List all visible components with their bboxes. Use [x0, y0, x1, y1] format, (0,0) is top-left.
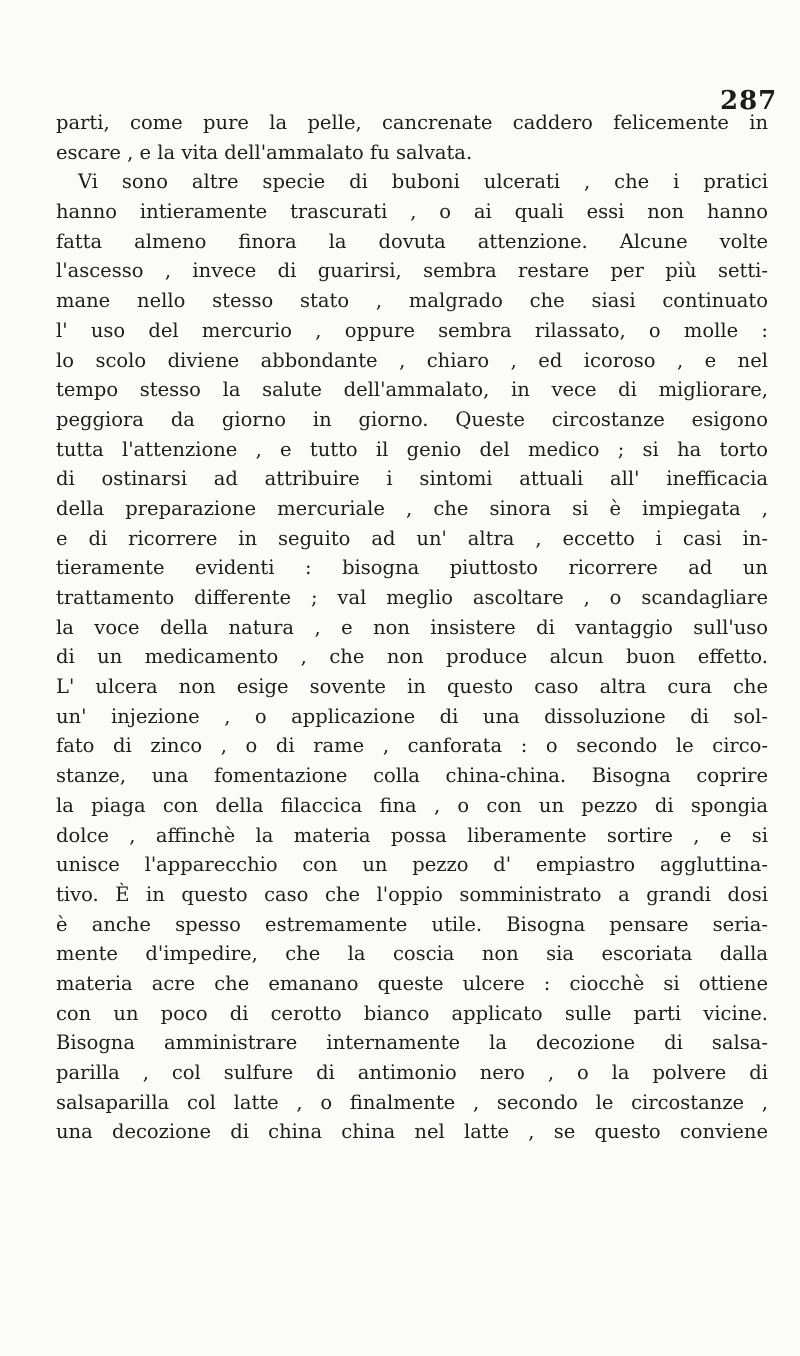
text-line: trattamento differente ; val meglio ascoltare , o scandagliare [56, 586, 768, 609]
text-line: di ostinarsi ad attribuire i sintomi attuali all' inefficacia [56, 467, 768, 491]
text-line: stanze, una fomentazione colla china-china. Bisogna coprire [56, 764, 768, 788]
text-line: dolce , affinchè la materia possa liberamente sortire , e si [56, 823, 768, 847]
text-line: la voce della natura , e non insistere di vantaggio sull'uso [56, 615, 768, 639]
text-line: e di ricorrere in seguito ad un' altra , eccetto i casi in- [56, 526, 768, 550]
text-line: fatta almeno finora la dovuta attenzione. Alcune volte [56, 229, 768, 253]
text-line: mente d'impedire, che la coscia non sia escoriata dalla [56, 942, 768, 966]
page-number: 287 [720, 86, 778, 116]
text-line: l' uso del mercurio , oppure sembra rilassato, o molle : [56, 318, 768, 342]
text-line: escare , e la vita dell'ammalato fu salvata. [56, 140, 473, 164]
text-line: l'ascesso , invece di guarirsi, sembra restare per più setti- [56, 259, 768, 283]
text-line: lo scolo diviene abbondante , chiaro , ed icoroso , e nel [56, 348, 768, 372]
text-line: Bisogna amministrare internamente la decozione di salsa- [56, 1031, 768, 1055]
text-line: tivo. È in questo caso che l'oppio somministrato a grandi dosi [56, 882, 768, 906]
text-line: Vi sono altre specie di buboni ulcerati , che i pratici [78, 170, 768, 194]
text-line: tieramente evidenti : bisogna piuttosto ricorrere ad un [56, 556, 768, 580]
text-line: materia acre che emanano queste ulcere : ciocchè si ottiene [56, 971, 768, 995]
text-line: tempo stesso la salute dell'ammalato, in vece di migliorare, [56, 378, 768, 402]
text-line: un' injezione , o applicazione di una dissoluzione di sol- [56, 704, 768, 728]
text-line: di un medicamento , che non produce alcun buon effetto. [56, 645, 768, 669]
text-line: la piaga con della filaccica fina , o con un pezzo di spongia [56, 793, 768, 817]
text-line: unisce l'apparecchio con un pezzo d' empiastro aggluttina- [56, 853, 768, 877]
text-line: è anche spesso estremamente utile. Bisogna pensare seria- [56, 912, 768, 936]
text-line: mane nello stesso stato , malgrado che siasi continuato [56, 289, 768, 313]
text-line: fato di zinco , o di rame , canforata : o secondo le circo- [56, 734, 768, 758]
text-line: parti, come pure la pelle, cancrenate caddero felicemente in [56, 111, 768, 134]
text-line: parilla , col sulfure di antimonio nero , o la polvere di [56, 1061, 768, 1084]
text-line: peggiora da giorno in giorno. Queste circostanze esigono [56, 407, 768, 431]
text-line: tutta l'attenzione , e tutto il genio del medico ; si ha torto [56, 437, 768, 461]
text-line: della preparazione mercuriale , che sinora si è impiegata , [56, 496, 768, 520]
text-line: L' ulcera non esige sovente in questo caso altra cura che [56, 675, 768, 699]
text-line: salsaparilla col latte , o finalmente , secondo le circostanze , [56, 1090, 768, 1114]
text-line: hanno intieramente trascurati , o ai quali essi non hanno [56, 200, 768, 224]
text-line: con un poco di cerotto bianco applicato sulle parti vicine. [56, 1001, 768, 1025]
text-line: una decozione di china china nel latte , se questo conviene [56, 1120, 768, 1144]
body-text [56, 108, 768, 1147]
